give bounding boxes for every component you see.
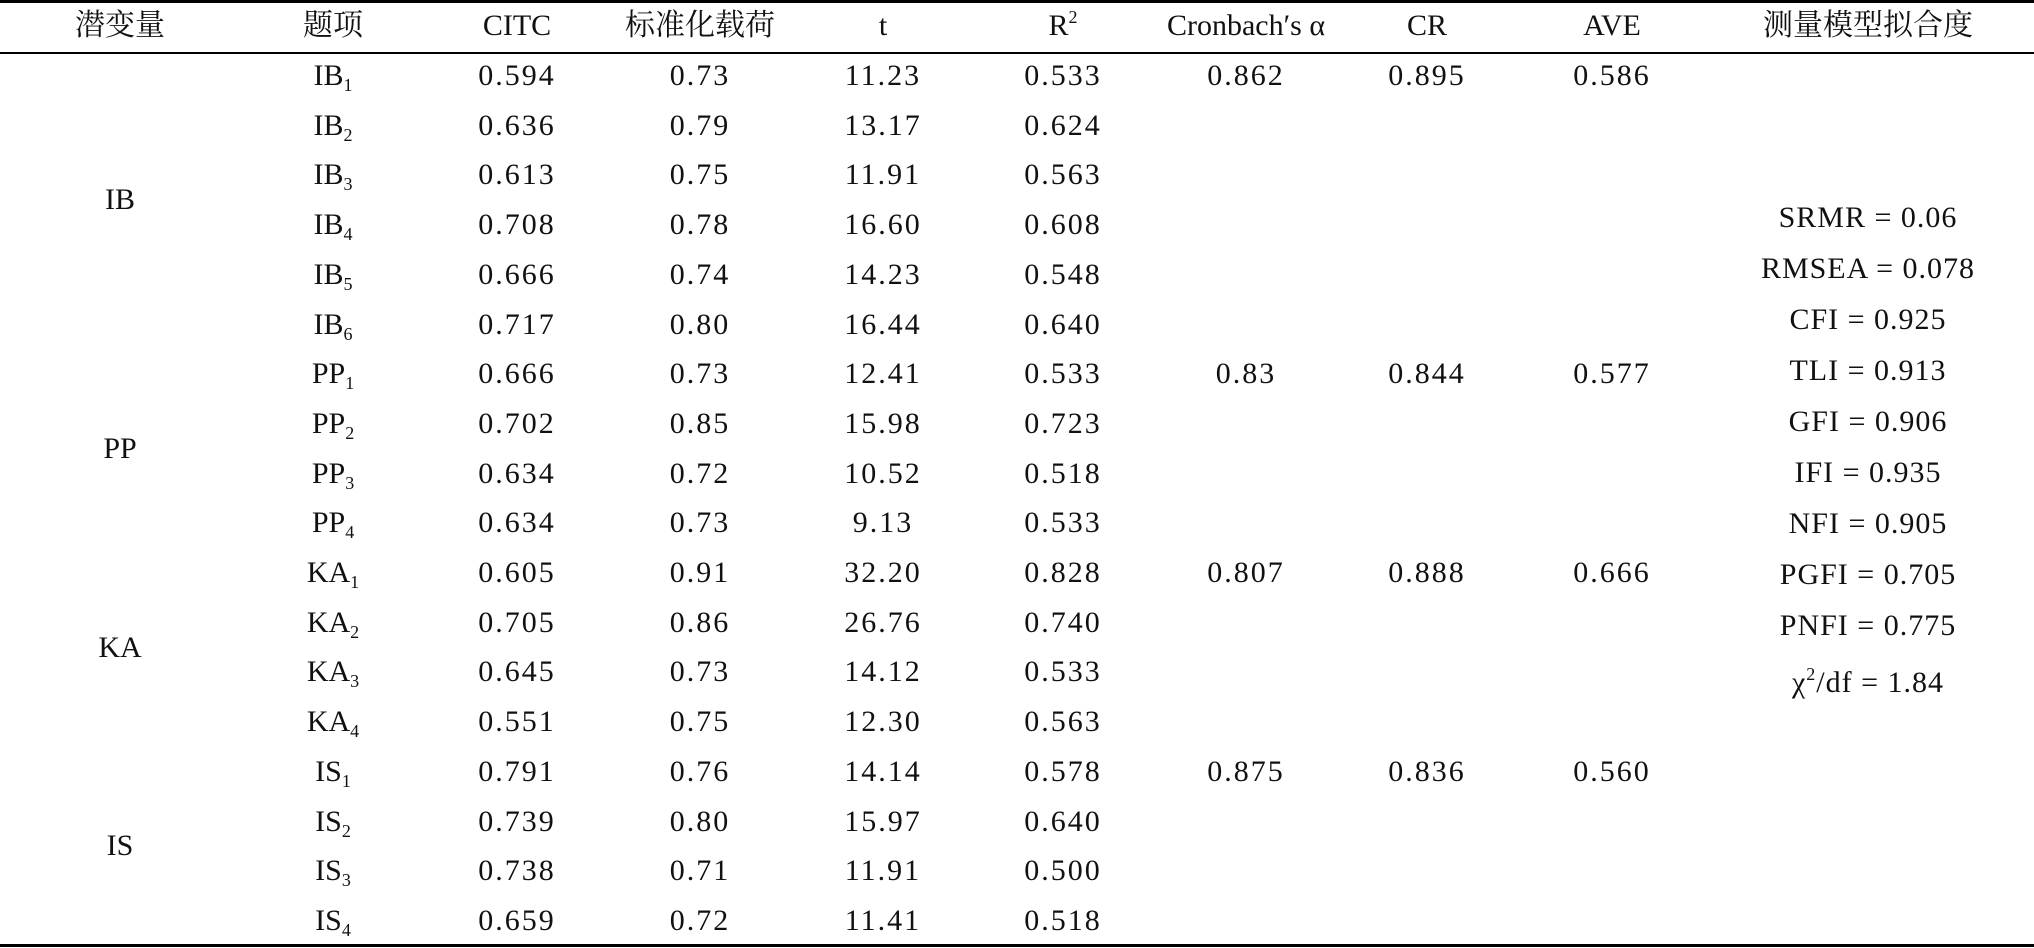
- item-base: PP: [311, 357, 346, 391]
- citc-text: 0.594: [478, 59, 556, 92]
- fit-index-text: PGFI = 0.705: [1779, 558, 1957, 591]
- cr-text: 0.888: [1388, 556, 1466, 589]
- loading-text: 0.74: [669, 257, 731, 291]
- loading-text: 0.71: [669, 854, 731, 888]
- loading-text: 0.73: [669, 655, 731, 689]
- citc-text: 0.705: [478, 605, 556, 639]
- item-subscript: 1: [343, 75, 353, 95]
- r-squared-text: 0.533: [1024, 506, 1102, 540]
- latent-variable-text: IB: [105, 183, 135, 217]
- item-subscript: 2: [343, 124, 353, 145]
- alpha-text: 0.807: [1207, 556, 1285, 589]
- latent-variable-ka: [5, 630, 235, 666]
- loading-text: 0.75: [669, 158, 731, 192]
- fit-index-text: GFI = 0.906: [1788, 405, 1948, 438]
- fit-index: [1708, 608, 2028, 644]
- r-squared-value: [948, 207, 1178, 243]
- latent-variable-text: KA: [98, 630, 142, 664]
- fit-index-text: RMSEA = 0.078: [1760, 252, 1976, 285]
- header-latent-variable-text: 潜变量: [75, 9, 165, 42]
- item-subscript: 4: [350, 721, 360, 742]
- r-squared-text: 0.828: [1024, 556, 1102, 589]
- t-text: 14.12: [844, 655, 922, 689]
- loading-text: 0.73: [669, 59, 731, 92]
- r-squared-text: 0.533: [1024, 655, 1102, 689]
- alpha-text: 0.862: [1207, 59, 1285, 92]
- citc-text: 0.739: [478, 804, 556, 838]
- t-text: 11.23: [844, 59, 922, 92]
- r-squared-value: [948, 257, 1178, 293]
- t-text: 12.41: [844, 357, 922, 391]
- t-text: 11.91: [844, 854, 922, 888]
- item-subscript: 3: [341, 870, 351, 891]
- header-cronbach-alpha-text: Cronbach′s α: [1166, 9, 1326, 42]
- item-base: PP: [311, 506, 346, 540]
- item-subscript: 1: [345, 373, 355, 394]
- loading-text: 0.75: [669, 705, 731, 739]
- chi-rest: /df = 1.84: [1816, 666, 1945, 699]
- item-base: IS: [315, 854, 342, 888]
- citc-text: 0.659: [478, 903, 556, 937]
- item-base: IS: [315, 903, 342, 937]
- r-squared-text: 0.563: [1024, 158, 1102, 192]
- item-subscript: 4: [343, 224, 353, 245]
- item-subscript: 6: [343, 323, 353, 344]
- t-text: 11.91: [844, 158, 922, 192]
- fit-index-chi-square: [1708, 665, 2028, 701]
- t-text: 32.20: [844, 556, 922, 589]
- chi-superscript: 2: [1806, 664, 1817, 684]
- item-base: KA: [306, 655, 351, 689]
- ave-value: [1497, 555, 1727, 591]
- loading-text: 0.85: [669, 406, 731, 440]
- fit-index: [1708, 404, 2028, 440]
- item-base: IS: [315, 804, 342, 838]
- r-squared-value: [948, 654, 1178, 690]
- item-base: IS: [315, 754, 342, 788]
- fit-index: [1708, 506, 2028, 542]
- r-squared-text: 0.578: [1024, 754, 1102, 788]
- header-ave-text: AVE: [1583, 9, 1641, 42]
- r-squared-text: 0.624: [1024, 108, 1102, 142]
- r-squared-value: [948, 605, 1178, 641]
- item-subscript: 2: [341, 820, 351, 841]
- t-text: 9.13: [852, 506, 914, 540]
- r-squared-value: [948, 853, 1178, 889]
- r-squared-value: [948, 704, 1178, 740]
- header-item-text: 题项: [303, 9, 363, 42]
- t-text: 12.30: [844, 705, 922, 739]
- r-squared-text: 0.518: [1024, 903, 1102, 937]
- item-base: PP: [311, 456, 346, 490]
- t-text: 16.60: [844, 208, 922, 242]
- fit-index: [1708, 353, 2028, 389]
- r-squared-value: [948, 307, 1178, 343]
- fit-index-text: IFI = 0.935: [1794, 456, 1942, 489]
- cr-text: 0.895: [1388, 59, 1466, 92]
- citc-text: 0.666: [478, 357, 556, 391]
- fit-index-text: CFI = 0.925: [1789, 303, 1947, 336]
- loading-text: 0.79: [669, 108, 731, 142]
- r-squared-value: [948, 903, 1178, 939]
- latent-variable-pp: [5, 431, 235, 467]
- fit-index: [1708, 302, 2028, 338]
- r-squared-text: 0.533: [1024, 357, 1102, 391]
- citc-text: 0.645: [478, 655, 556, 689]
- item-subscript: 5: [343, 273, 353, 294]
- header-citc-text: CITC: [482, 9, 552, 42]
- ave-text: 0.560: [1573, 754, 1651, 788]
- citc-text: 0.738: [478, 854, 556, 888]
- r-squared-superscript: 2: [1068, 7, 1078, 27]
- item-subscript: 2: [350, 621, 360, 642]
- header-standardized-loading-text: 标准化载荷: [625, 9, 775, 42]
- ave-text: 0.666: [1573, 556, 1651, 589]
- cr-text: 0.844: [1388, 357, 1466, 391]
- header-cr-text: CR: [1406, 9, 1448, 42]
- ave-text: 0.586: [1573, 59, 1651, 92]
- fit-index: [1708, 251, 2028, 287]
- t-text: 14.23: [844, 257, 922, 291]
- fit-index: [1708, 557, 2028, 593]
- ave-value: [1497, 356, 1727, 392]
- header-model-fit: [1718, 8, 2018, 44]
- r-squared-text: 0.640: [1024, 307, 1102, 341]
- r-squared-value: [948, 456, 1178, 492]
- item-base: IB: [313, 108, 344, 142]
- t-text: 11.41: [844, 903, 922, 937]
- citc-text: 0.634: [478, 456, 556, 490]
- item-base: IB: [313, 158, 344, 192]
- r-squared-value: [948, 406, 1178, 442]
- bottom-rule: [0, 944, 2034, 947]
- t-text: 15.97: [844, 804, 922, 838]
- ave-value: [1497, 754, 1727, 790]
- chi-symbol: χ: [1791, 666, 1807, 699]
- cr-text: 0.836: [1388, 754, 1466, 788]
- ave-value: [1497, 58, 1727, 94]
- fit-index: [1708, 200, 2028, 236]
- item-base: PP: [311, 406, 346, 440]
- r-squared-value: [948, 108, 1178, 144]
- loading-text: 0.73: [669, 506, 731, 540]
- citc-text: 0.551: [478, 705, 556, 739]
- loading-text: 0.72: [669, 903, 731, 937]
- header-rule: [0, 52, 2034, 54]
- loading-text: 0.80: [669, 804, 731, 838]
- header-latent-variable: [5, 8, 235, 44]
- fit-index-text: SRMR = 0.06: [1778, 201, 1958, 234]
- item-base: KA: [306, 556, 351, 589]
- r-squared-text: 0.740: [1024, 605, 1102, 639]
- loading-text: 0.76: [669, 754, 731, 788]
- item-subscript: 1: [341, 770, 351, 791]
- item-base: IB: [313, 59, 344, 92]
- r-squared-text: 0.518: [1024, 456, 1102, 490]
- loading-text: 0.72: [669, 456, 731, 490]
- r-squared-text: 0.548: [1024, 257, 1102, 291]
- t-text: 16.44: [844, 307, 922, 341]
- t-text: 15.98: [844, 406, 922, 440]
- citc-text: 0.702: [478, 406, 556, 440]
- item-subscript: 3: [343, 174, 353, 195]
- item-subscript: 3: [350, 671, 360, 692]
- fit-index-text: TLI = 0.913: [1789, 354, 1947, 387]
- item-subscript: 4: [341, 919, 351, 940]
- top-rule: [0, 0, 2034, 3]
- citc-text: 0.613: [478, 158, 556, 192]
- ave-text: 0.577: [1573, 357, 1651, 391]
- citc-text: 0.605: [478, 556, 556, 589]
- alpha-text: 0.875: [1207, 754, 1285, 788]
- latent-variable-text: IS: [106, 829, 134, 863]
- citc-text: 0.634: [478, 506, 556, 540]
- fit-index-text: PNFI = 0.775: [1779, 609, 1957, 642]
- item-base: KA: [306, 605, 351, 639]
- t-text: 13.17: [844, 108, 922, 142]
- latent-variable-ib: [5, 182, 235, 218]
- citc-text: 0.708: [478, 208, 556, 242]
- fit-index: [1708, 455, 2028, 491]
- fit-index-text: NFI = 0.905: [1788, 507, 1948, 540]
- r-squared-text: 0.500: [1024, 854, 1102, 888]
- r-squared-value: [948, 157, 1178, 193]
- loading-text: 0.73: [669, 357, 731, 391]
- r-squared-value: [948, 804, 1178, 840]
- t-text: 10.52: [844, 456, 922, 490]
- item-subscript: 2: [345, 422, 355, 443]
- header-ave: [1497, 8, 1727, 44]
- citc-text: 0.791: [478, 754, 556, 788]
- latent-variable-is: [5, 828, 235, 864]
- citc-text: 0.717: [478, 307, 556, 341]
- header-model-fit-text: 测量模型拟合度: [1763, 9, 1973, 42]
- item-subscript: 1: [350, 572, 360, 592]
- item-base: KA: [306, 705, 351, 739]
- item-subscript: 4: [345, 522, 355, 543]
- loading-text: 0.86: [669, 605, 731, 639]
- t-text: 14.14: [844, 754, 922, 788]
- r-squared-text: 0.533: [1024, 59, 1102, 92]
- r-squared-text: 0.608: [1024, 208, 1102, 242]
- r-squared-text: 0.640: [1024, 804, 1102, 838]
- item-base: IB: [313, 257, 344, 291]
- loading-text: 0.78: [669, 208, 731, 242]
- r-squared-value: [948, 505, 1178, 541]
- r-squared-text: 0.723: [1024, 406, 1102, 440]
- alpha-text: 0.83: [1215, 357, 1277, 391]
- loading-text: 0.91: [669, 556, 731, 589]
- latent-variable-text: PP: [103, 431, 137, 465]
- r-squared-text: 0.563: [1024, 705, 1102, 739]
- loading-text: 0.80: [669, 307, 731, 341]
- item-subscript: 3: [345, 472, 355, 493]
- citc-text: 0.666: [478, 257, 556, 291]
- item-base: IB: [313, 208, 344, 242]
- t-text: 26.76: [844, 605, 922, 639]
- header-t-text: t: [878, 9, 888, 42]
- citc-text: 0.636: [478, 108, 556, 142]
- header-r-squared-text: R: [1048, 9, 1069, 42]
- item-base: IB: [313, 307, 344, 341]
